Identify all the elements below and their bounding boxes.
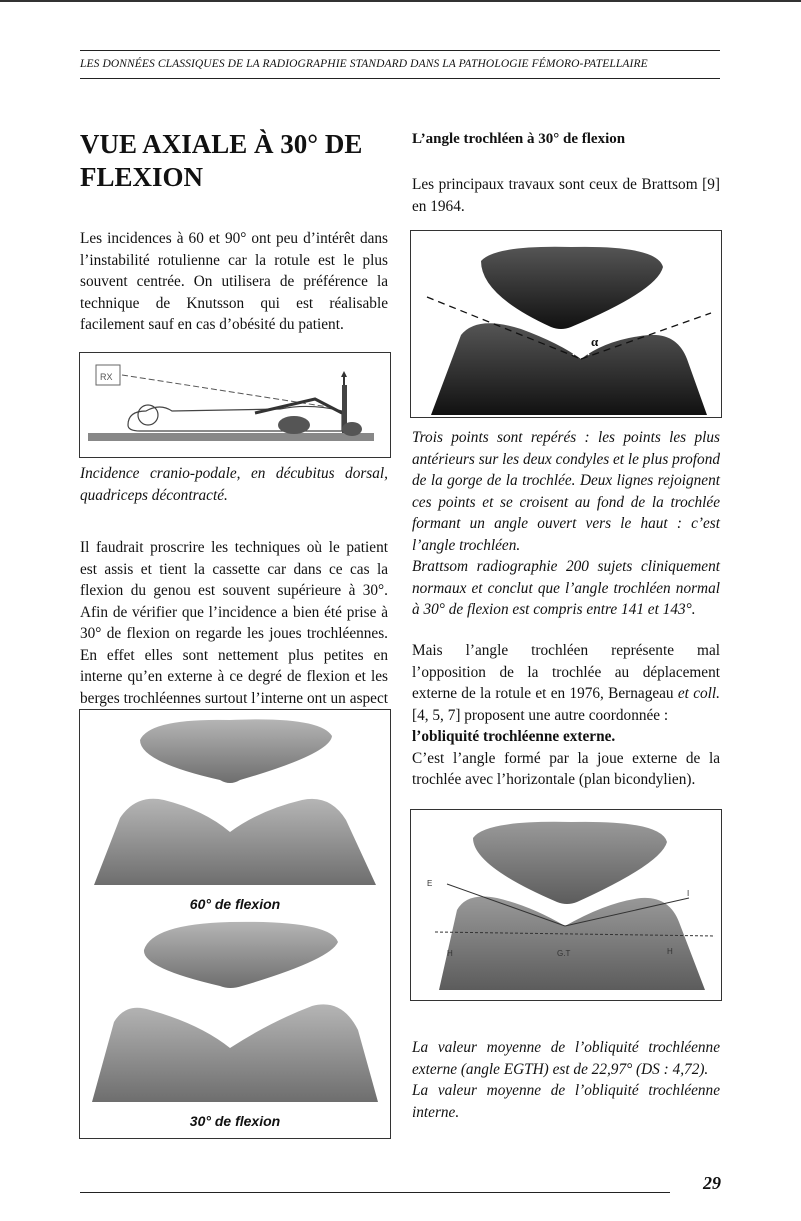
obliquity-paragraph <box>412 640 720 791</box>
obliquity-diagram <box>411 810 721 1000</box>
figure-patient-caption-text: Incidence cranio-podale, en décubitus dorsal, quadriceps décontracté. <box>80 465 388 504</box>
obliquity-intro-start: Mais l’angle trochléen représente mal l’opposition de la trochlée au déplacement externe de la rotule et en 1976, Bernageau <box>412 642 720 702</box>
trochlear-caption-text-2: Brattsom radiographie 200 sujets cliniquement normaux et conclut que l’angle trochléen normal à 30° de flexion est compris entre 141 et 143°. <box>412 558 720 618</box>
obliquity-intro-end: [4, 5, 7] proposent une autre coordonnée : <box>412 706 669 724</box>
figure-flexion-comparison <box>79 709 391 1139</box>
right-intro-paragraph <box>412 174 720 217</box>
et-coll: et coll. <box>677 685 720 702</box>
footer-rule <box>80 1192 670 1193</box>
rx-label: RX <box>100 372 113 382</box>
right-subhead: L’angle trochléen à 30° de flexion <box>412 131 626 147</box>
alpha-label: α <box>591 334 599 349</box>
figure-trochlear-angle <box>410 230 722 418</box>
trochlear-caption-text-1: Trois points sont repérés : les points les plus antérieurs sur les deux condyles et le plus profond de la gorge de la trochlée. Deux lignes rejoignent ces points et se croisent au fond de la trochlée formant un angle ouvert vers le haut : c’est l’angle trochléen. <box>412 429 720 554</box>
label-I: I <box>687 889 690 898</box>
header-rule-bottom <box>80 78 720 79</box>
flexion-comparison-diagram <box>80 710 390 1138</box>
obliquity-definition: C’est l’angle formé par la joue externe de la trochlée avec l’horizontale (plan bicondylien). <box>412 749 720 788</box>
label-GT: G.T <box>557 949 571 958</box>
patient-diagram <box>80 353 390 457</box>
figure-trochlear-caption <box>412 427 720 621</box>
trochlear-angle-diagram <box>411 231 721 417</box>
figure-patient-position <box>79 352 391 458</box>
running-header: LES DONNÉES CLASSIQUES DE LA RADIOGRAPHIE STANDARD DANS LA PATHOLOGIE FÉMORO-PATELLAIRE <box>80 58 648 70</box>
obliquity-heading: l’obliquité trochléenne externe. <box>412 728 616 745</box>
section-title-line1: VUE AXIALE À 30° DE <box>80 129 363 159</box>
section-title-line2: FLEXION <box>80 162 204 192</box>
figure-obliquity <box>410 809 722 1001</box>
label-E: E <box>427 879 433 888</box>
figure-obliquity-caption <box>412 1037 720 1123</box>
label-H-left: H <box>447 949 453 958</box>
label-60-degrees: 60° de flexion <box>189 896 281 912</box>
obliquity-caption-text-1: La valeur moyenne de l’obliquité trochléenne externe (angle EGTH) est de 22,97° (DS : 4,72). <box>412 1039 720 1078</box>
page-number: 29 <box>703 1173 721 1193</box>
obliquity-caption-text-2: La valeur moyenne de l’obliquité trochléenne interne. <box>412 1082 720 1121</box>
body-paragraph <box>80 537 388 731</box>
top-edge-rule <box>0 0 801 2</box>
intro-text: Les incidences à 60 et 90° ont peu d’intérêt dans l’instabilité rotulienne car la rotule est le plus souvent centrée. On utilisera de préférence la technique de Knutsson qui est réalisable facilement sauf en cas d’obésité du patient. <box>80 230 388 333</box>
right-intro-text: Les principaux travaux sont ceux de Brattsom [9] en 1964. <box>412 176 720 215</box>
body-text: Il faudrait proscrire les techniques où le patient est assis et tient la cassette car dans ce cas la flexion du genou est souvent supérieure à 30°. Afin de vérifier que l’incidence a bien été prise à 30° de flexion on regarde les joues trochléennes. En effet elles sont nettement plus petites en interne qu’en externe à ce degré de flexion et les berges trochléennes surtout l’interne ont un aspect <box>80 539 388 707</box>
intro-paragraph <box>80 228 388 336</box>
obliquity-intro-text <box>412 640 720 726</box>
section-title <box>80 128 400 194</box>
header-rule-top <box>80 50 720 51</box>
figure-patient-caption <box>80 463 388 506</box>
label-H-right: H <box>667 947 673 956</box>
label-30-degrees: 30° de flexion <box>189 1113 281 1129</box>
